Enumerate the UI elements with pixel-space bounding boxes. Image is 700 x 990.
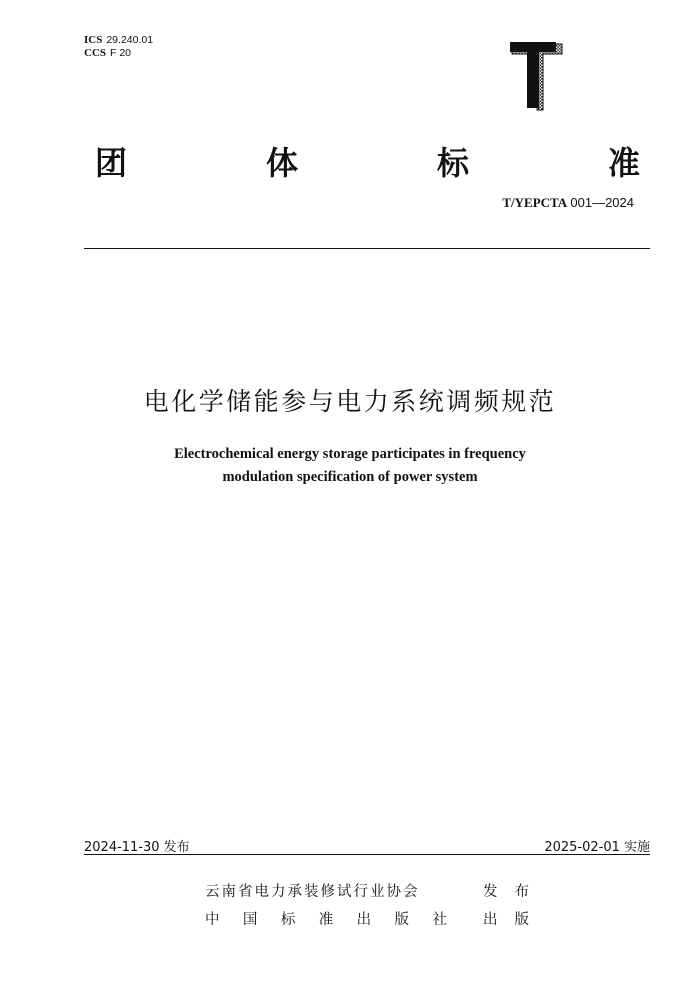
type-char: 标: [436, 144, 469, 182]
publishers: [205, 876, 529, 932]
title-chinese: 电化学储能参与电力系统调频规范: [143, 387, 557, 416]
publisher-role: 发 布: [483, 883, 529, 900]
publisher-role: 出 版: [483, 911, 529, 928]
standard-t-logo: [508, 42, 564, 112]
ics-code: ICS 29.240.01: [84, 34, 154, 46]
standard-number: T/YEPCTA 001—2024: [502, 195, 634, 210]
type-char: 准: [607, 144, 640, 182]
type-char: 体: [265, 144, 298, 182]
standard-type-title: [95, 138, 640, 184]
date-row: [84, 836, 650, 855]
publisher-row: [205, 876, 529, 904]
type-char: 团: [95, 144, 128, 182]
implement-date: 2025-02-01 实施: [544, 840, 650, 855]
publisher-row: [205, 904, 529, 932]
publisher-org: 中 国 标 准 出 版 社: [205, 911, 447, 928]
ccs-code: CCS F 20: [84, 47, 132, 59]
classification-codes: [84, 34, 153, 60]
title-english-line: Electrochemical energy storage participates in frequency: [174, 446, 526, 462]
footer-divider: [84, 854, 650, 855]
title-english: [0, 443, 700, 489]
publisher-org: 云南省电力承装修试行业协会: [205, 883, 420, 900]
header-divider: [84, 248, 650, 249]
publish-date: 2024-11-30 发布: [84, 840, 190, 855]
title-english-line: modulation specification of power system: [222, 469, 478, 485]
